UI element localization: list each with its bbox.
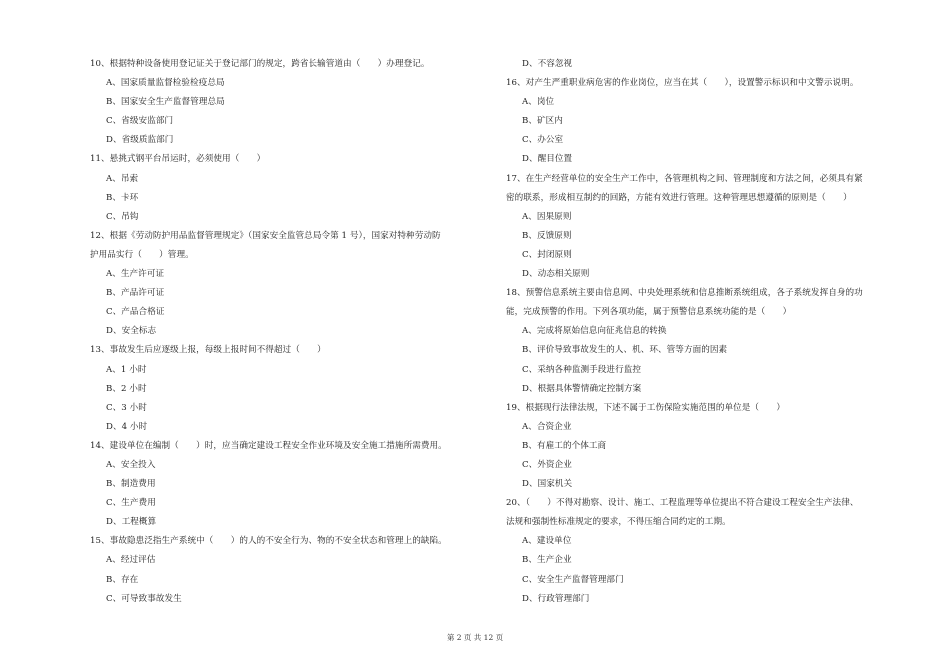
question-block — [506, 399, 906, 494]
answer-option: D、根据具体警情确定控制方案 — [522, 383, 642, 394]
question-block — [506, 74, 906, 169]
question-block — [506, 170, 906, 285]
answer-option: A、安全投入 — [106, 459, 156, 470]
answer-option: D、不容忽视 — [522, 59, 573, 69]
answer-option: A、岗位 — [522, 97, 555, 108]
question-block — [90, 437, 490, 532]
question-stem-line: 法规和强制性标准规定的要求，不得压缩合同约定的工期。 — [506, 517, 731, 528]
question-block — [90, 341, 490, 436]
answer-option: D、醒目位置 — [522, 154, 573, 165]
answer-option: C、封闭原则 — [522, 249, 572, 260]
answer-option: B、反馈原则 — [522, 230, 572, 241]
answer-option: B、国家安全生产监督管理总局 — [106, 97, 225, 108]
answer-option: A、经过评估 — [106, 555, 156, 566]
question-stem-line: 20、（ ）不得对勘察、设计、施工、工程监理等单位提出不符合建设工程安全生产法律、 — [506, 498, 859, 509]
answer-option: D、安全标志 — [106, 326, 157, 337]
answer-option: A、1 小时 — [106, 364, 147, 375]
answer-option: C、生产费用 — [106, 498, 156, 509]
answer-option: A、生产许可证 — [106, 269, 165, 280]
question-stem-line: 17、在生产经营单位的安全生产工作中，各管理机构之间、管理制度和方法之间，必须具有紧 — [506, 173, 863, 184]
answer-option: D、国家机关 — [522, 479, 573, 490]
answer-option: C、产品合格证 — [106, 307, 165, 318]
question-block — [506, 55, 906, 74]
answer-option: B、生产企业 — [522, 555, 572, 566]
answer-option: A、吊索 — [106, 173, 139, 184]
answer-option: D、行政管理部门 — [522, 593, 590, 604]
question-block — [90, 150, 490, 226]
question-stem-line: 15、事故隐患泛指生产系统中（ ）的人的不安全行为、物的不安全状态和管理上的缺陷。 — [90, 536, 447, 547]
answer-option: B、评价导致事故发生的人、机、环、管等方面的因素 — [522, 345, 728, 356]
answer-option: D、省级质监部门 — [106, 135, 174, 146]
question-stem-line: 18、预警信息系统主要由信息网、中央处理系统和信息推断系统组成，各子系统发挥自身的功 — [506, 288, 863, 299]
question-stem-line: 护用品实行（ ）管理。 — [90, 249, 194, 260]
answer-option: B、卡环 — [106, 192, 139, 203]
question-stem-line: 10、根据特种设备使用登记证关于登记部门的规定，跨省长输管道由（ ）办理登记。 — [90, 59, 430, 69]
answer-option: C、吊钩 — [106, 211, 139, 222]
answer-option: B、矿区内 — [522, 116, 563, 127]
answer-option: D、动态相关原则 — [522, 269, 590, 280]
answer-option: A、建设单位 — [522, 536, 572, 547]
question-stem-line: 19、根据现行法律法规，下述不属于工伤保险实施范围的单位是（ ） — [506, 402, 785, 413]
right-column — [506, 55, 906, 609]
answer-option: D、4 小时 — [106, 421, 148, 432]
answer-option: C、3 小时 — [106, 402, 147, 413]
question-block — [90, 227, 490, 342]
question-stem-line: 密的联系，形成相互制约的回路，方能有效进行管理。这种管理思想遵循的原则是（ ） — [506, 192, 852, 203]
answer-option: A、国家质量监督检验检疫总局 — [106, 78, 225, 89]
question-block — [506, 284, 906, 399]
answer-option: B、有雇工的个体工商 — [522, 440, 607, 451]
question-stem-line: 11、悬挑式钢平台吊运时，必须使用（ ） — [90, 154, 266, 165]
question-stem-line: 13、事故发生后应逐级上报，每级上报时间不得超过（ ） — [90, 345, 326, 356]
answer-option: C、采纳各种监测手段进行监控 — [522, 364, 641, 375]
question-block — [506, 494, 906, 609]
question-block — [90, 532, 490, 608]
question-stem-line: 12、根据《劳动防护用品监督管理规定》（国家安全监管总局令第 1 号），国家对特种劳动防 — [90, 230, 441, 241]
answer-option: C、可导致事故发生 — [106, 593, 182, 604]
answer-option: A、因果原则 — [522, 211, 572, 222]
answer-option: A、合资企业 — [522, 421, 572, 432]
question-stem-line: 能，完成预警的作用。下列各项功能，属于预警信息系统功能的是（ ） — [506, 307, 792, 318]
answer-option: B、产品许可证 — [106, 288, 165, 299]
answer-option: D、工程概算 — [106, 517, 157, 528]
question-stem-line: 14、建设单位在编制（ ）时，应当确定建设工程安全作业环境及安全施工措施所需费用。 — [90, 440, 447, 451]
answer-option: B、制造费用 — [106, 479, 156, 490]
question-stem-line: 16、对产生严重职业病危害的作业岗位，应当在其（ ），设置警示标识和中文警示说明。 — [506, 78, 859, 89]
answer-option: B、存在 — [106, 574, 139, 585]
answer-option: C、安全生产监督管理部门 — [522, 574, 624, 585]
left-column — [90, 55, 490, 609]
question-block — [90, 55, 490, 150]
answer-option: C、办公室 — [522, 135, 564, 146]
page-footer: 第 2 页 共 12 页 — [446, 633, 504, 642]
answer-option: C、外资企业 — [522, 459, 572, 470]
answer-option: C、省级安监部门 — [106, 116, 174, 127]
answer-option: B、2 小时 — [106, 383, 147, 394]
answer-option: A、完成将原始信息向征兆信息的转换 — [522, 326, 667, 337]
